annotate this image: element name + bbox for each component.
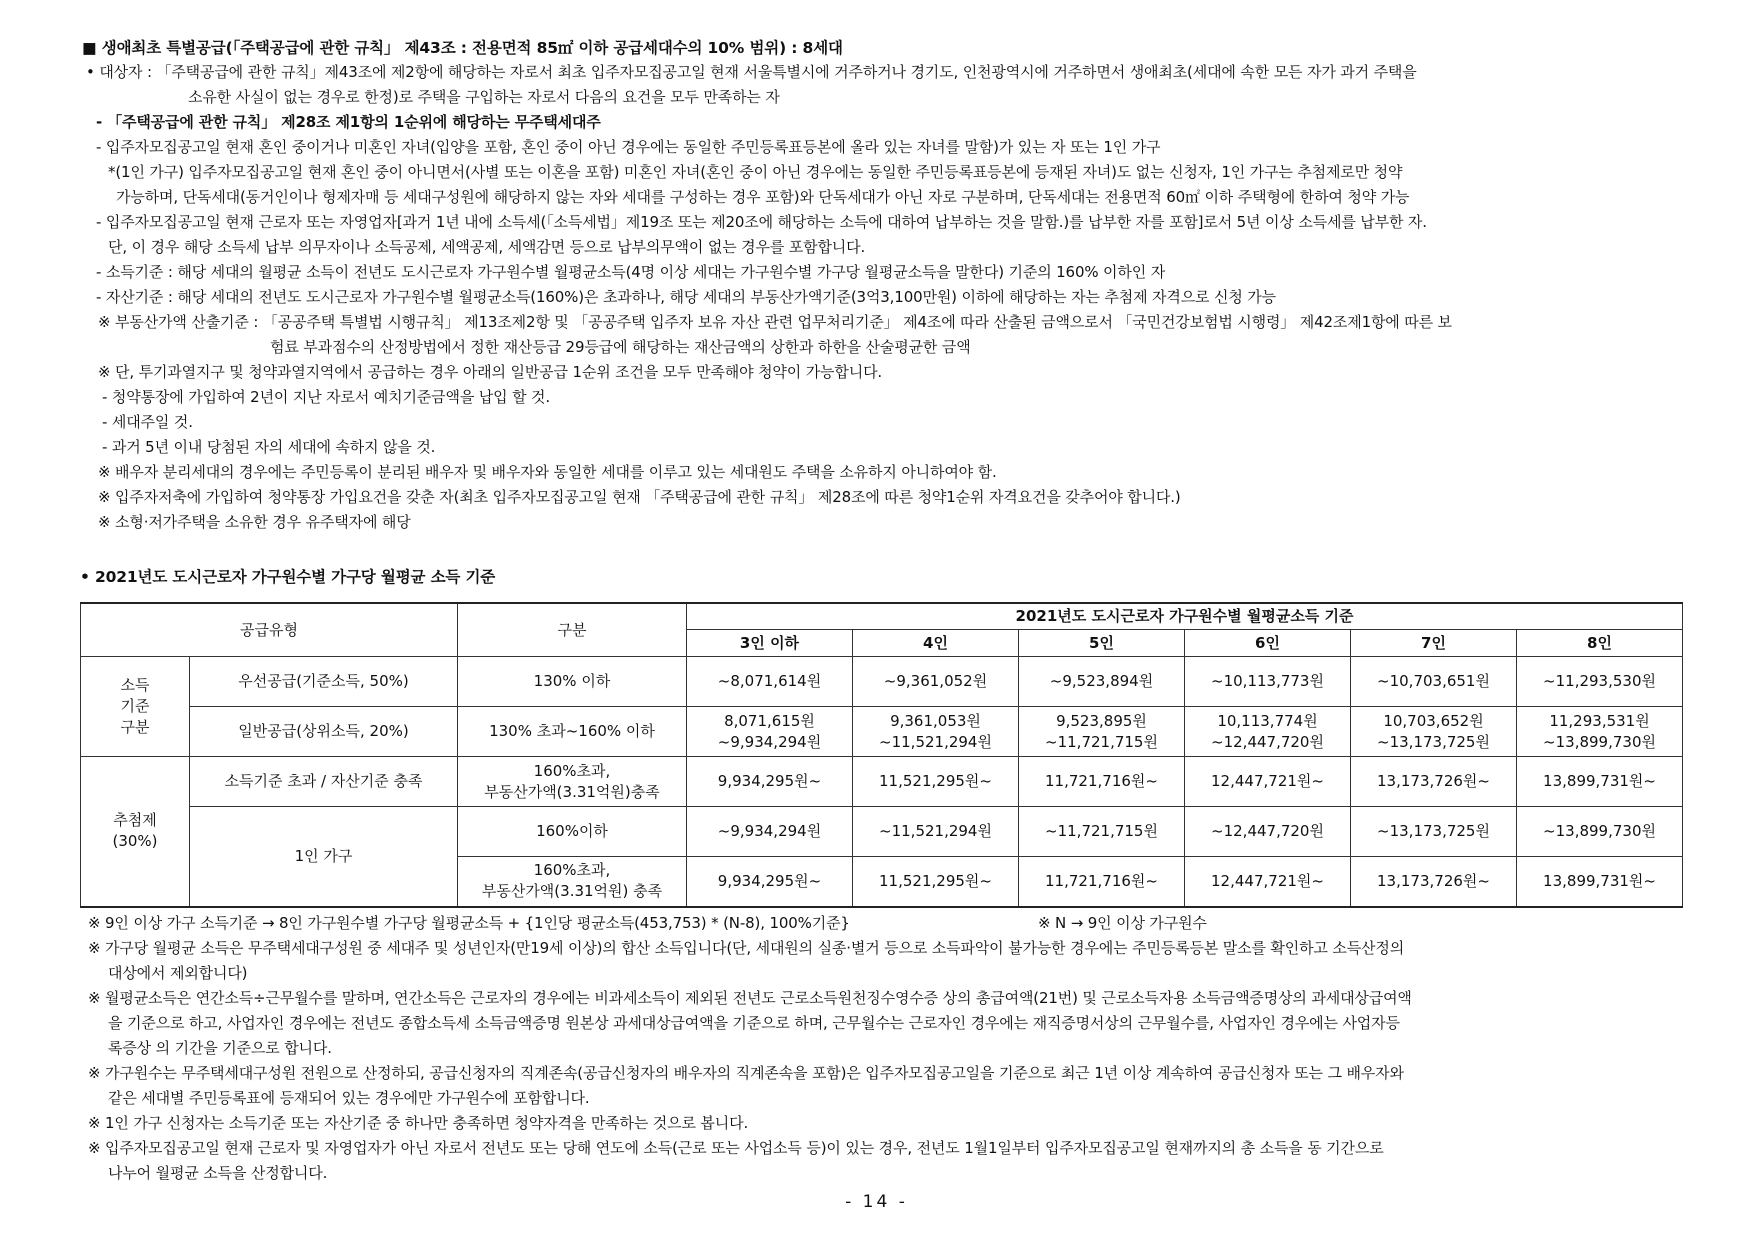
para-line: - 입주자모집공고일 현재 근로자 또는 자영업자[과거 1년 내에 소득세(「소득세법」제19조 또는 제20조에 해당하는 소득에 대하여 납부하는 것을 말함.)를 납부한 자를 포함]로서 5년 이상 소득세를 납부한 자.: [96, 213, 1427, 231]
cell-value: ~10,703,651원: [1351, 657, 1517, 707]
cell-value: ~12,447,720원: [1185, 807, 1351, 857]
cell-div: 160%이하: [458, 807, 687, 857]
table-row: [81, 757, 1683, 807]
para-line: - 입주자모집공고일 현재 혼인 중이거나 미혼인 자녀(입양을 포함, 혼인 중이 아닌 경우에는 동일한 주민등록표등본에 올라 있는 자녀를 말함)가 있는 자 또는 1인 가구: [96, 138, 1161, 156]
header-col: 5인: [1019, 630, 1185, 657]
note-line: ※ N → 9인 이상 가구원수: [1038, 914, 1207, 932]
cell-value: 13,173,726원~: [1351, 757, 1517, 807]
cell-value: 13,899,731원~: [1517, 857, 1683, 907]
header-col: 4인: [853, 630, 1019, 657]
cell-value: 11,521,295원~: [853, 857, 1019, 907]
cell-div: 130% 이하: [458, 657, 687, 707]
cell-value: ~11,521,294원: [853, 807, 1019, 857]
header-division: 구분: [458, 603, 687, 657]
header-supply-type: 공급유형: [81, 603, 458, 657]
cell-value: ~11,721,715원: [1019, 807, 1185, 857]
note-line: ※ 가구원수는 무주택세대구성원 전원으로 산정하되, 공급신청자의 직계존속(공급신청자의 배우자의 직계존속을 포함)은 입주자모집공고일을 기준으로 최근 1년 이상 계속하여 공급신청자 또는 그 배우자와: [88, 1064, 1404, 1082]
note-line: ※ 입주자모집공고일 현재 근로자 및 자영업자가 아닌 자로서 전년도 또는 당해 연도에 소득(근로 또는 사업소득 등)이 있는 경우, 전년도 1월1일부터 입주자모집공고일 현재까지의 총 소득을 동 기간으로: [88, 1139, 1384, 1157]
cell-type: 우선공급(기준소득, 50%): [190, 657, 458, 707]
header-income-standard: 2021년도 도시근로자 가구원수별 월평균소득 기준: [687, 603, 1683, 630]
cell-value: ~9,361,052원: [853, 657, 1019, 707]
para-line: 가능하며, 단독세대(동거인이나 형제자매 등 세대구성원에 해당하지 않는 자와 세대를 구성하는 경우 포함)와 단독세대가 아닌 자로 구분하며, 단독세대는 전용면적 60㎡ 이하 주택형에 한하여 청약 가능: [116, 188, 1410, 206]
para-line: - 세대주일 것.: [102, 413, 193, 431]
note-line: 대상에서 제외합니다): [108, 964, 248, 982]
note-line: 을 기준으로 하고, 사업자인 경우에는 전년도 종합소득세 소득금액증명 원본상 과세대상급여액을 기준으로 하며, 근무월수는 근로자인 경우에는 재직증명서상의 근무월수를, 사업자인 경우에는 사업자등: [108, 1014, 1400, 1032]
income-standard-table: [80, 602, 1683, 908]
table-row: [81, 807, 1683, 857]
cell-value: 11,721,716원~: [1019, 857, 1185, 907]
note-line: ※ 가구당 월평균 소득은 무주택세대구성원 중 세대주 및 성년인자(만19세 이상)의 합산 소득입니다(단, 세대원의 실종·별거 등으로 소득파악이 불가능한 경우에는 주민등록등본 말소를 확인하고 소득산정의: [88, 939, 1405, 957]
para-line: - 자산기준 : 해당 세대의 전년도 도시근로자 가구원수별 월평균소득(160%)은 초과하나, 해당 세대의 부동산가액기준(3억3,100만원) 이하에 해당하는 자는 추첨제 자격으로 신청 가능: [96, 288, 1276, 306]
header-col: 6인: [1185, 630, 1351, 657]
cell-value: 9,934,295원~: [687, 757, 853, 807]
group-lottery: 추첨제 (30%): [81, 757, 190, 907]
cell-value: 9,934,295원~: [687, 857, 853, 907]
cell-value: 12,447,721원~: [1185, 757, 1351, 807]
para-line: - 과거 5년 이내 당첨된 자의 세대에 속하지 않을 것.: [102, 438, 436, 456]
note-line: 같은 세대별 주민등록표에 등재되어 있는 경우에만 가구원수에 포함합니다.: [108, 1089, 590, 1107]
header-col: 7인: [1351, 630, 1517, 657]
header-col: 3인 이하: [687, 630, 853, 657]
para-line: ※ 배우자 분리세대의 경우에는 주민등록이 분리된 배우자 및 배우자와 동일한 세대를 이루고 있는 세대원도 주택을 소유하지 아니하여야 함.: [98, 463, 997, 481]
cell-value: ~9,523,894원: [1019, 657, 1185, 707]
cell-value: ~13,899,730원: [1517, 807, 1683, 857]
para-line: 단, 이 경우 해당 소득세 납부 의무자이나 소득공제, 세액공제, 세액감면 등으로 납부의무액이 없는 경우를 포함합니다.: [108, 238, 866, 256]
note-line: ※ 1인 가구 신청자는 소득기준 또는 자산기준 중 하나만 충족하면 청약자격을 만족하는 것으로 봅니다.: [88, 1114, 749, 1132]
group-income-standard: 소득 기준 구분: [81, 657, 190, 757]
cell-value: ~10,113,773원: [1185, 657, 1351, 707]
note-line: ※ 월평균소득은 연간소득÷근무월수를 말하며, 연간소득은 근로자의 경우에는 비과세소득이 제외된 전년도 근로소득원천징수영수증 상의 총급여액(21번) 및 근로소득자용 소득금액증명상의 과세대상급여액: [88, 989, 1412, 1007]
page-number: - 14 -: [845, 1192, 908, 1212]
cell-value: 9,523,895원 ~11,721,715원: [1019, 707, 1185, 757]
cell-value: ~13,173,725원: [1351, 807, 1517, 857]
note-line: 록증상 의 기간을 기준으로 합니다.: [108, 1039, 332, 1057]
cell-value: 10,113,774원 ~12,447,720원: [1185, 707, 1351, 757]
para-line: 험료 부과점수의 산정방법에서 정한 재산등급 29등급에 해당하는 재산금액의 상한과 하한을 산술평균한 금액: [270, 338, 971, 356]
cell-value: 13,173,726원~: [1351, 857, 1517, 907]
cell-value: 9,361,053원 ~11,521,294원: [853, 707, 1019, 757]
cell-value: 13,899,731원~: [1517, 757, 1683, 807]
cell-value: 8,071,615원 ~9,934,294원: [687, 707, 853, 757]
para-line: *(1인 가구) 입주자모집공고일 현재 혼인 중이 아니면서(사별 또는 이혼을 포함) 미혼인 자녀(혼인 중이 아닌 경우에는 동일한 주민등록표등본에 등재된 자녀)도 없는 신청자, 1인 가구는 추첨제로만 청약: [108, 163, 1403, 181]
para-line: ※ 부동산가액 산출기준 : 「공공주택 특별법 시행규칙」 제13조제2항 및 「공공주택 입주자 보유 자산 관련 업무처리기준」 제4조에 따라 산출된 금액으로서 「국민건강보험법 시행령」 제42조제1항에 따른 보: [98, 313, 1452, 331]
para-line: ※ 소형·저가주택을 소유한 경우 유주택자에 해당: [98, 513, 411, 531]
para-line: • 대상자 : 「주택공급에 관한 규칙」제43조에 제2항에 해당하는 자로서 최초 입주자모집공고일 현재 서울특별시에 거주하거나 경기도, 인천광역시에 거주하면서 생애최초(세대에 속한 모든 자가 과거 주택을: [86, 63, 1417, 81]
cell-div: 160%초과, 부동산가액(3.31억원)충족: [458, 757, 687, 807]
cell-value: ~11,293,530원: [1517, 657, 1683, 707]
table-row: [81, 707, 1683, 757]
cell-type: 소득기준 초과 / 자산기준 충족: [190, 757, 458, 807]
header-col: 8인: [1517, 630, 1683, 657]
section-title-first-time-buyer: ■ 생애최초 특별공급(「주택공급에 관한 규칙」 제43조 : 전용면적 85㎡ 이하 공급세대수의 10% 범위) : 8세대: [82, 39, 843, 57]
para-line: ※ 단, 투기과열지구 및 청약과열지역에서 공급하는 경우 아래의 일반공급 1순위 조건을 모두 만족해야 청약이 가능합니다.: [98, 363, 883, 381]
cell-div: 130% 초과~160% 이하: [458, 707, 687, 757]
cell-value: 11,293,531원 ~13,899,730원: [1517, 707, 1683, 757]
cell-div: 160%초과, 부동산가액(3.31억원) 충족: [458, 857, 687, 907]
para-line: - 소득기준 : 해당 세대의 월평균 소득이 전년도 도시근로자 가구원수별 월평균소득(4명 이상 세대는 가구원수별 가구당 월평균소득을 말한다) 기준의 160% 이하인 자: [96, 263, 1166, 281]
cell-value: ~8,071,614원: [687, 657, 853, 707]
cell-type: 일반공급(상위소득, 20%): [190, 707, 458, 757]
table-row: [81, 657, 1683, 707]
cell-type: 1인 가구: [190, 807, 458, 907]
cell-value: 12,447,721원~: [1185, 857, 1351, 907]
section-title-income-table: • 2021년도 도시근로자 가구원수별 가구당 월평균 소득 기준: [80, 568, 496, 586]
para-line: - 청약통장에 가입하여 2년이 지난 자로서 예치기준금액을 납입 할 것.: [102, 388, 551, 406]
cell-value: 11,721,716원~: [1019, 757, 1185, 807]
para-line: ※ 입주자저축에 가입하여 청약통장 가입요건을 갖춘 자(최초 입주자모집공고일 현재 「주택공급에 관한 규칙」 제28조에 따른 청약1순위 자격요건을 갖추어야 합니다.): [98, 488, 1181, 506]
cell-value: 11,521,295원~: [853, 757, 1019, 807]
para-line: - 「주택공급에 관한 규칙」 제28조 제1항의 1순위에 해당하는 무주택세대주: [96, 113, 601, 131]
para-line: 소유한 사실이 없는 경우로 한정)로 주택을 구입하는 자로서 다음의 요건을 모두 만족하는 자: [188, 88, 780, 106]
note-line: 나누어 월평균 소득을 산정합니다.: [108, 1164, 328, 1182]
cell-value: ~9,934,294원: [687, 807, 853, 857]
cell-value: 10,703,652원 ~13,173,725원: [1351, 707, 1517, 757]
note-line: ※ 9인 이상 가구 소득기준 → 8인 가구원수별 가구당 월평균소득 + {1인당 평균소득(453,753) * (N-8), 100%기준}: [88, 914, 850, 932]
